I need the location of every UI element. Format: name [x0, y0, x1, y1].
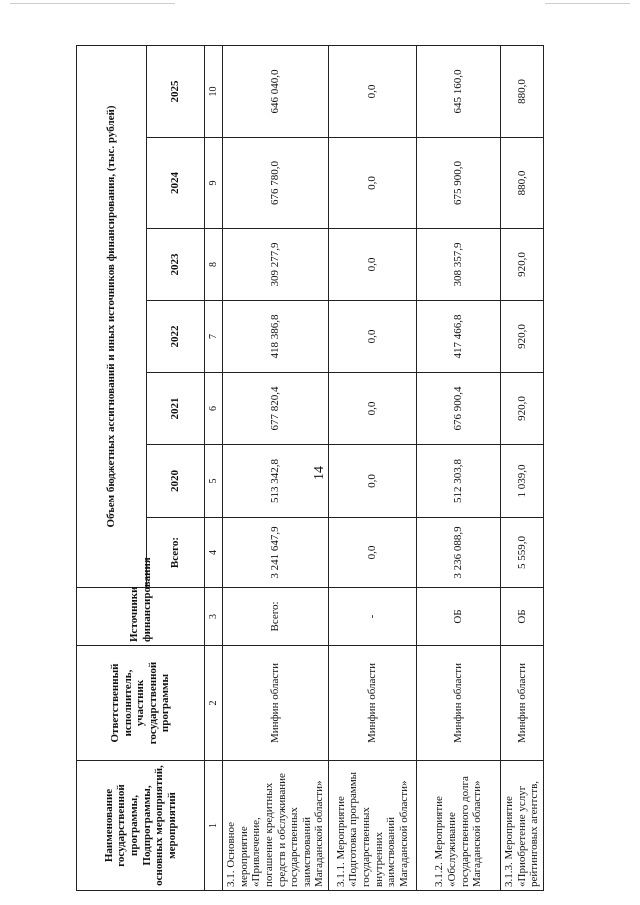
row-value: 880,0 — [501, 138, 544, 229]
rotated-table-container — [76, 46, 541, 891]
row-value: 646 040,0 — [223, 45, 329, 137]
scan-edge-line-right — [545, 3, 630, 4]
row-executor: Минфин области — [501, 646, 544, 761]
column-number: 5 — [205, 445, 223, 518]
row-value: 675 900,0 — [417, 138, 501, 229]
row-value: 0,0 — [329, 373, 417, 445]
row-value: 309 277,9 — [223, 229, 329, 301]
row-value: 0,0 — [329, 45, 417, 137]
row-value: 0,0 — [329, 301, 417, 373]
row-value: 418 386,8 — [223, 301, 329, 373]
row-executor: Минфин области — [417, 646, 501, 761]
row-name: 3.1.2. Мероприятие «Обслуживание государственного долга Магаданской области» — [417, 761, 501, 891]
header-year: 2020 — [147, 445, 205, 518]
row-value: 676 900,4 — [417, 373, 501, 445]
header-row-top — [77, 45, 147, 890]
header-year: 2025 — [147, 45, 205, 137]
row-total: 5 559,0 — [501, 518, 544, 588]
row-value: 1 039,0 — [501, 445, 544, 518]
row-value: 417 466,8 — [417, 301, 501, 373]
row-executor: Минфин области — [329, 646, 417, 761]
row-value: 512 303,8 — [417, 445, 501, 518]
budget-table — [76, 45, 544, 891]
header-total: Всего: — [147, 518, 205, 588]
row-total: 0,0 — [329, 518, 417, 588]
row-source: ОБ — [501, 588, 544, 646]
header-year: 2022 — [147, 301, 205, 373]
row-value: 920,0 — [501, 301, 544, 373]
row-executor: Минфин области — [223, 646, 329, 761]
table-row — [223, 45, 329, 890]
table-row — [417, 45, 501, 890]
row-source: Всего: — [223, 588, 329, 646]
column-number-row — [205, 45, 223, 890]
row-value: 676 780,0 — [223, 138, 329, 229]
row-total: 3 236 088,9 — [417, 518, 501, 588]
column-number: 3 — [205, 588, 223, 646]
row-source: - — [329, 588, 417, 646]
column-number: 2 — [205, 646, 223, 761]
header-source: Источники финансирования — [77, 588, 205, 646]
row-total: 3 241 647,9 — [223, 518, 329, 588]
row-value: 920,0 — [501, 229, 544, 301]
table-row — [501, 45, 544, 890]
row-source: ОБ — [417, 588, 501, 646]
column-number: 1 — [205, 761, 223, 891]
column-number: 6 — [205, 373, 223, 445]
row-value: 0,0 — [329, 138, 417, 229]
row-value: 0,0 — [329, 229, 417, 301]
column-number: 9 — [205, 138, 223, 229]
header-name: Наименование государственной программы, Подпрограммы, основных мероприятий, мероприятий — [77, 761, 205, 891]
row-value: 645 160,0 — [417, 45, 501, 137]
header-year: 2023 — [147, 229, 205, 301]
row-name: 3.1. Основное мероприятие «Привлечение, погашение кредитных средств и обслуживание государственных заимствований Магаданской области» — [223, 761, 329, 891]
page-number: 14 — [312, 466, 327, 480]
row-value: 513 342,8 — [223, 445, 329, 518]
header-volume: Объем бюджетных ассигнований и иных источников финансирования, (тыс. рублей) — [77, 45, 147, 587]
column-number: 4 — [205, 518, 223, 588]
column-number: 8 — [205, 229, 223, 301]
header-executor: Ответственный исполнитель, участник государственной программы — [77, 646, 205, 761]
row-name: 3.1.3. Мероприятие «Приобретение услуг рейтинговых агентств, — [501, 761, 544, 891]
table-row — [329, 45, 417, 890]
column-number: 7 — [205, 301, 223, 373]
scan-edge-line-left — [10, 3, 175, 4]
header-year: 2021 — [147, 373, 205, 445]
row-value: 0,0 — [329, 445, 417, 518]
row-value: 920,0 — [501, 373, 544, 445]
row-name: 3.1.1. Мероприятие «Подготовка программы государственных внутренних заимствований Магаданской области» — [329, 761, 417, 891]
row-value: 308 357,9 — [417, 229, 501, 301]
row-value: 677 820,4 — [223, 373, 329, 445]
header-year: 2024 — [147, 138, 205, 229]
column-number: 10 — [205, 45, 223, 137]
row-value: 880,0 — [501, 45, 544, 137]
